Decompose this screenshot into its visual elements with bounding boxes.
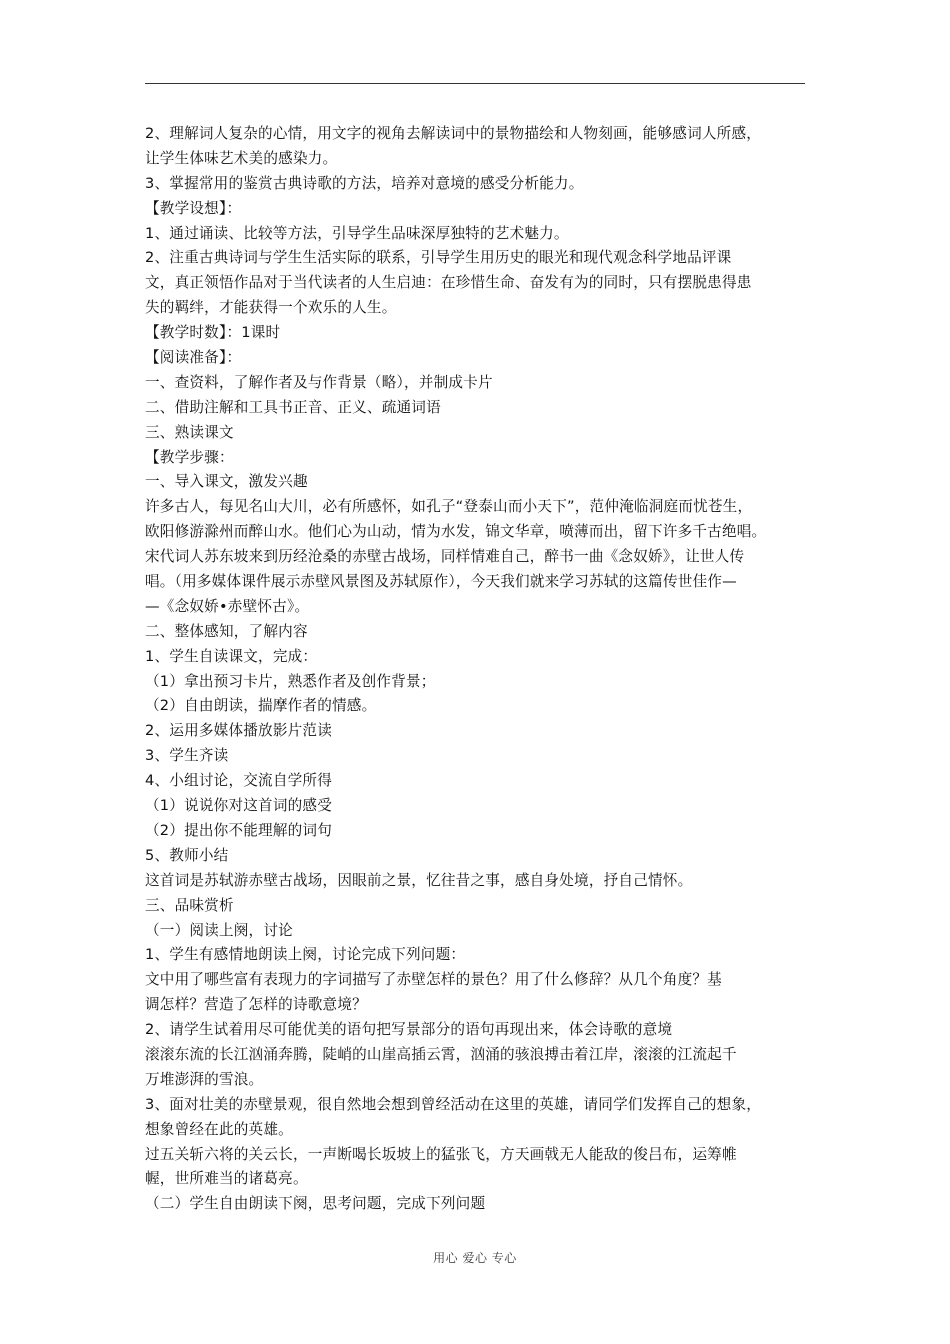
text-line: 让学生体味艺术美的感染力。 [145, 149, 338, 167]
text-line: 二、整体感知，了解内容 [145, 622, 308, 640]
text-line: 这首词是苏轼游赤壁古战场，因眼前之景，忆往昔之事，感自身处境，抒自己情怀。 [145, 871, 693, 889]
text-line: 2、运用多媒体播放影片范读 [145, 722, 333, 740]
text-line: 唱。（用多媒体课件展示赤壁风景图及苏轼原作），今天我们就来学习苏轼的这篇传世佳作— [145, 573, 737, 591]
text-line: 欧阳修游滁州而醉山水。他们心为山动，情为水发，锦文华章，喷薄而出，留下许多千古绝唱。 [145, 523, 767, 541]
text-line: 调怎样？营造了怎样的诗歌意境？ [145, 996, 367, 1014]
text-line: —《念奴娇•赤壁怀古》。 [145, 597, 310, 615]
text-line: 【教学设想】： [145, 199, 242, 217]
text-line: 万堆澎湃的雪浪。 [145, 1070, 264, 1088]
text-line: 1、学生自读课文，完成： [145, 647, 318, 665]
text-line: 宋代词人苏东坡来到历经沧桑的赤壁古战场，同样情难自己，醉书一曲《念奴娇》，让世人传 [145, 548, 745, 566]
text-line: 3、面对壮美的赤壁景观，很自然地会想到曾经活动在这里的英雄，请同学们发挥自己的想象， [145, 1095, 762, 1113]
text-line: 【阅读准备】： [145, 349, 242, 367]
text-line: 【教学时数】：1课时 [145, 324, 281, 342]
text-line: 过五关斩六将的关云长，一声断喝长坂坡上的猛张飞，方天画戟无人能敌的俊吕布，运筹帷 [145, 1145, 737, 1163]
text-line: （2）自由朗读，揣摩作者的情感。 [145, 697, 377, 715]
header-rule [145, 83, 805, 84]
text-line: 失的羁绊，才能获得一个欢乐的人生。 [145, 299, 397, 317]
text-line: 3、掌握常用的鉴赏古典诗歌的方法，培养对意境的感受分析能力。 [145, 174, 584, 192]
text-line: 【教学步骤： [145, 448, 234, 466]
text-line: 滚滚东流的长江汹涌奔腾，陡峭的山崖高插云霄，汹涌的骇浪搏击着江岸，滚滚的江流起千 [145, 1045, 737, 1063]
text-line: 幄，世所难当的诸葛亮。 [145, 1170, 308, 1188]
text-line: （1）拿出预习卡片，熟悉作者及创作背景； [145, 672, 436, 690]
text-line: （1）说说你对这首词的感受 [145, 797, 333, 815]
text-line: 1、通过诵读、比较等方法，引导学生品味深厚独特的艺术魅力。 [145, 224, 569, 242]
text-line: 许多古人，每见名山大川，必有所感怀，如孔子“登泰山而小天下”，范仲淹临洞庭而忧苍生， [145, 498, 753, 516]
page-footer: 用心 爱心 专心 [433, 1251, 517, 1265]
text-line: 一、查资料，了解作者及与作背景（略），并制成卡片 [145, 373, 493, 391]
text-line: （二）学生自由朗读下阕，思考问题，完成下列问题 [145, 1195, 486, 1213]
text-line: 1、学生有感情地朗读上阕，讨论完成下列问题： [145, 946, 466, 964]
text-line: 一、导入课文，激发兴趣 [145, 473, 308, 491]
text-line: 文，真正领悟作品对于当代读者的人生启迪：在珍惜生命、奋发有为的同时，只有摆脱患得患 [145, 274, 752, 292]
text-line: 2、理解词人复杂的心情，用文字的视角去解读词中的景物描绘和人物刻画，能够感词人所感， [145, 125, 762, 142]
text-line: 2、请学生试着用尽可能优美的语句把写景部分的语句再现出来，体会诗歌的意境 [145, 1021, 673, 1039]
text-line: 文中用了哪些富有表现力的字词描写了赤壁怎样的景色？用了什么修辞？从几个角度？基 [145, 971, 722, 989]
document-body [145, 122, 810, 1217]
text-line: 4、小组讨论，交流自学所得 [145, 772, 333, 790]
text-line: 3、学生齐读 [145, 747, 229, 765]
text-line: 三、品味赏析 [145, 896, 234, 914]
text-line: 5、教师小结 [145, 846, 229, 864]
text-line: 三、熟读课文 [145, 423, 234, 441]
text-line: 二、借助注解和工具书正音、正义、疏通词语 [145, 398, 441, 416]
text-line: （2）提出你不能理解的词句 [145, 821, 333, 839]
text-line: 想象曾经在此的英雄。 [145, 1120, 293, 1138]
text-line: （一）阅读上阕，讨论 [145, 921, 293, 939]
text-line: 2、注重古典诗词与学生生活实际的联系，引导学生用历史的眼光和现代观念科学地品评课 [145, 249, 732, 267]
